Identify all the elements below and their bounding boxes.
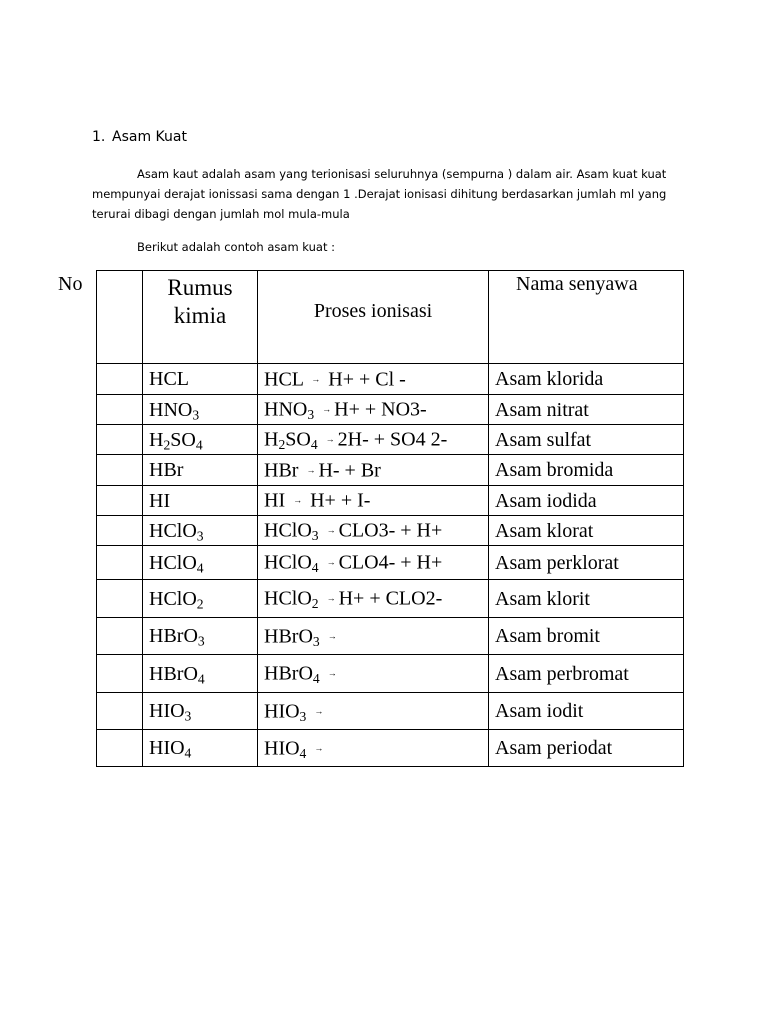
formula-text: HClO xyxy=(149,551,197,574)
section-title: Asam Kuat xyxy=(112,129,187,145)
process-text xyxy=(319,552,324,574)
process-cell xyxy=(258,618,489,655)
table-row xyxy=(97,516,684,546)
process-text: H+ + Cl - xyxy=(323,368,406,391)
row-number-cell xyxy=(97,455,143,486)
formula-text: HBrO xyxy=(149,662,198,685)
process-text: H- + Br xyxy=(318,459,381,482)
table-row xyxy=(97,580,684,618)
strong-acid-table xyxy=(96,270,684,767)
row-number-cell xyxy=(97,655,143,693)
row-number-cell xyxy=(97,693,143,730)
process-subscript: 3 xyxy=(311,528,319,544)
process-text xyxy=(320,625,325,647)
process-text: 2H- + SO4 2- xyxy=(337,428,448,451)
row-number-cell xyxy=(97,618,143,655)
process-text: H+ + I- xyxy=(305,489,371,512)
process-subscript: 4 xyxy=(311,560,319,576)
formula-text: HClO xyxy=(149,519,197,542)
formula-cell xyxy=(143,730,258,767)
row-number-cell xyxy=(97,730,143,767)
compound-name-cell: Asam perbromat xyxy=(489,655,684,693)
formula-cell xyxy=(143,655,258,693)
process-subscript: 4 xyxy=(299,745,307,761)
arrow-icon: → xyxy=(311,373,321,384)
process-text: HClO xyxy=(264,519,312,542)
formula-cell xyxy=(143,455,258,486)
compound-name-cell: Asam iodida xyxy=(489,486,684,516)
formula-subscript: 4 xyxy=(184,745,192,761)
formula-cell xyxy=(143,395,258,425)
process-text: HNO xyxy=(264,398,308,421)
process-cell xyxy=(258,395,489,425)
formula-cell xyxy=(143,618,258,655)
table-row xyxy=(97,395,684,425)
arrow-icon: → xyxy=(327,668,337,679)
compound-name-cell: Asam bromit xyxy=(489,618,684,655)
process-subscript: 3 xyxy=(299,708,307,724)
formula-cell xyxy=(143,486,258,516)
process-text xyxy=(306,737,311,759)
arrow-icon: → xyxy=(306,464,316,475)
formula-subscript: 3 xyxy=(197,633,205,649)
formula-text: HBrO xyxy=(149,625,198,647)
formula-subscript: 4 xyxy=(196,559,204,575)
process-text: HClO xyxy=(264,587,312,610)
arrow-icon: → xyxy=(326,557,336,568)
arrow-icon: → xyxy=(314,742,324,753)
row-number-cell xyxy=(97,486,143,516)
formula-text: HNO xyxy=(149,398,193,421)
process-text: H+ + NO3- xyxy=(334,398,427,421)
formula-cell xyxy=(143,425,258,455)
formula-subscript: 2 xyxy=(196,595,204,611)
formula-cell xyxy=(143,546,258,580)
section-number: 1. xyxy=(92,129,106,145)
process-cell xyxy=(258,546,489,580)
formula-text: H xyxy=(149,428,164,451)
process-text: HI xyxy=(264,489,291,512)
arrow-icon: → xyxy=(322,404,332,415)
compound-name-cell: Asam sulfat xyxy=(489,425,684,455)
formula-cell xyxy=(143,516,258,546)
header-formula-line2: kimia xyxy=(173,303,227,328)
table-row xyxy=(97,655,684,693)
arrow-icon: → xyxy=(326,525,336,536)
formula-text: SO xyxy=(170,428,196,451)
process-subscript: 3 xyxy=(307,407,315,423)
process-text xyxy=(306,700,311,722)
compound-name-cell: Asam perklorat xyxy=(489,546,684,580)
paragraph-text: Asam kaut adalah asam yang terionisasi seluruhnya (sempurna ) dalam air. Asam kuat kuat mempunyai derajat ionissasi sama dengan 1 .Derajat ionisasi dihitung berdasarkan jumlah ml yang terurai dibagi dengan jumlah mol mula-mula xyxy=(92,167,667,221)
process-subscript: 3 xyxy=(312,633,320,649)
row-number-cell xyxy=(97,364,143,395)
process-text: CLO4- + H+ xyxy=(338,551,443,574)
row-number-cell xyxy=(97,395,143,425)
section-heading xyxy=(92,127,187,147)
header-formula xyxy=(143,271,258,364)
no-column-label: No xyxy=(58,273,83,295)
arrow-icon: → xyxy=(293,495,303,506)
formula-subscript: 2 xyxy=(163,436,171,452)
header-formula-line1: Rumus xyxy=(167,275,233,300)
process-text: HIO xyxy=(264,737,300,760)
formula-cell xyxy=(143,580,258,618)
process-text xyxy=(319,520,324,542)
table-body xyxy=(97,364,684,767)
process-text xyxy=(320,663,325,685)
process-text: CLO3- + H+ xyxy=(338,519,443,542)
process-cell xyxy=(258,730,489,767)
formula-text: HIO xyxy=(149,700,185,722)
process-text: HBrO xyxy=(264,662,313,685)
process-cell xyxy=(258,580,489,618)
table-row xyxy=(97,425,684,455)
process-cell xyxy=(258,425,489,455)
formula-text: HI xyxy=(149,489,171,512)
formula-subscript: 3 xyxy=(196,527,204,543)
process-text: HIO xyxy=(264,700,300,723)
row-number-cell xyxy=(97,516,143,546)
arrow-icon: → xyxy=(325,434,335,445)
process-cell xyxy=(258,486,489,516)
formula-text: HIO xyxy=(149,737,185,759)
process-text xyxy=(319,588,324,610)
formula-cell xyxy=(143,364,258,395)
process-text: HBrO xyxy=(264,625,313,648)
table-row xyxy=(97,455,684,486)
arrow-icon: → xyxy=(327,630,337,641)
formula-subscript: 4 xyxy=(195,436,203,452)
compound-name-cell: Asam klorit xyxy=(489,580,684,618)
process-subscript: 2 xyxy=(278,437,286,453)
process-cell xyxy=(258,455,489,486)
process-subscript: 4 xyxy=(310,437,318,453)
process-text xyxy=(318,429,323,451)
row-number-cell xyxy=(97,546,143,580)
process-cell xyxy=(258,516,489,546)
arrow-icon: → xyxy=(326,593,336,604)
formula-subscript: 3 xyxy=(192,406,200,422)
header-process: Proses ionisasi xyxy=(258,271,489,364)
compound-name-cell: Asam klorida xyxy=(489,364,684,395)
compound-name-cell: Asam nitrat xyxy=(489,395,684,425)
process-cell xyxy=(258,364,489,395)
table-row xyxy=(97,618,684,655)
formula-subscript: 4 xyxy=(197,670,205,686)
table-row xyxy=(97,693,684,730)
compound-name-cell: Asam periodat xyxy=(489,730,684,767)
table-row xyxy=(97,730,684,767)
compound-name-cell: Asam iodit xyxy=(489,693,684,730)
compound-name-cell: Asam bromida xyxy=(489,455,684,486)
table-row xyxy=(97,546,684,580)
process-text: H+ + CLO2- xyxy=(338,587,443,610)
table-row xyxy=(97,364,684,395)
process-subscript: 4 xyxy=(312,671,320,687)
arrow-icon: → xyxy=(314,705,324,716)
process-subscript: 2 xyxy=(311,596,319,612)
process-text: SO xyxy=(285,428,311,451)
body-paragraph xyxy=(92,164,682,224)
formula-cell xyxy=(143,693,258,730)
process-text xyxy=(314,399,319,421)
table-intro: Berikut adalah contoh asam kuat : xyxy=(137,240,335,254)
formula-text: HCL xyxy=(149,368,189,390)
process-text: HClO xyxy=(264,551,312,574)
formula-text: HClO xyxy=(149,587,197,610)
header-name: Nama senyawa xyxy=(489,271,684,364)
row-number-cell xyxy=(97,580,143,618)
formula-text: HBr xyxy=(149,459,184,481)
compound-name-cell: Asam klorat xyxy=(489,516,684,546)
row-number-cell xyxy=(97,425,143,455)
process-cell xyxy=(258,655,489,693)
process-cell xyxy=(258,693,489,730)
process-text: HBr xyxy=(264,459,304,482)
process-text: H xyxy=(264,428,279,451)
table-header-row xyxy=(97,271,684,364)
formula-subscript: 3 xyxy=(184,708,192,724)
table-row xyxy=(97,486,684,516)
process-text: HCL xyxy=(264,368,309,391)
header-no-cell xyxy=(97,271,143,364)
